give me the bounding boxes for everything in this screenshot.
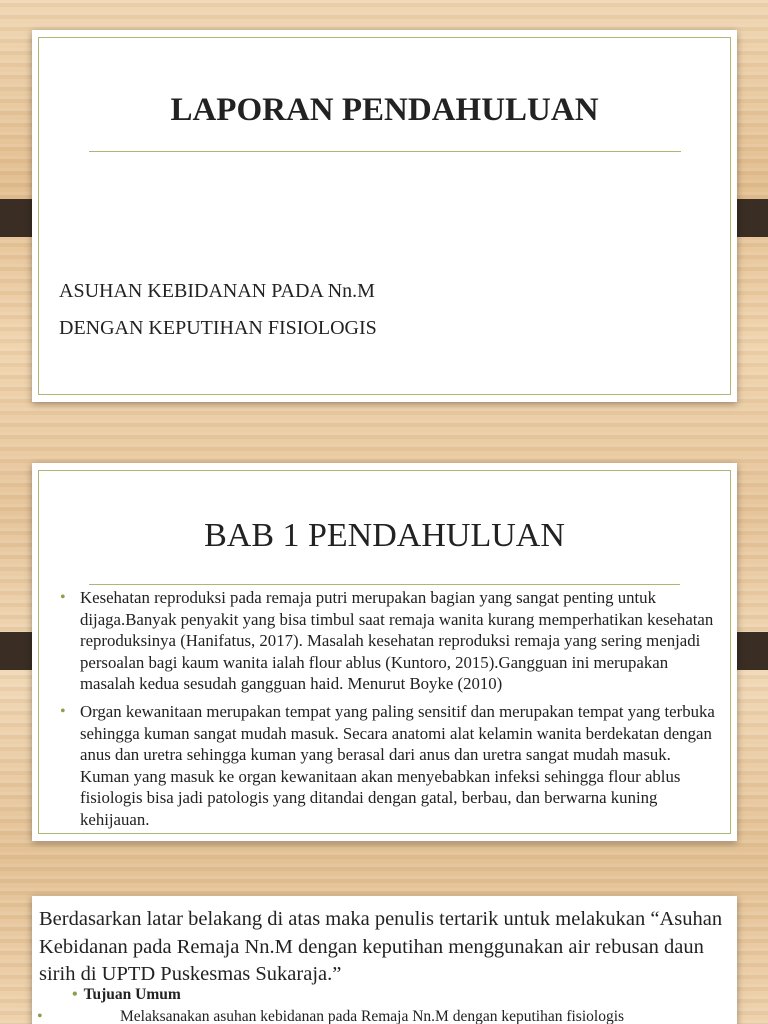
slide1-subtitle-line2: DENGAN KEPUTIHAN FISIOLOGIS: [59, 317, 377, 339]
sub-bullet-tujuan-umum: [72, 986, 181, 1004]
bullet-item: [60, 587, 720, 695]
bullet-text: Kesehatan reproduksi pada remaja putri merupakan bagian yang sangat penting untuk dijaga.Banyak penyakit yang bisa timbul saat remaja wanita kurang memperhatikan kesehatan reproduksinya (Hanifatus, 2017). Masalah kesehatan reproduksi remaja yang sering menjadi persoalan bagi kaum wanita ialah flour ablus (Kuntoro, 2015).Gangguan ini merupakan masalah kedua sesudah gangguan haid. Menurut Boyke (2010): [80, 588, 714, 694]
bullet-item: [60, 701, 720, 831]
bullet-dot-icon: •: [60, 702, 66, 720]
sub-bullet-label: Tujuan Umum: [83, 986, 181, 1003]
slide-tujuan[interactable]: [32, 896, 737, 1024]
slide-bab1[interactable]: [32, 463, 737, 841]
title-divider: [89, 151, 681, 152]
slide-frame: [38, 37, 731, 395]
slide-title[interactable]: [32, 30, 737, 402]
slide2-title: BAB 1 PENDAHULUAN: [204, 517, 565, 554]
bullet-list: [60, 587, 720, 837]
bullet-dot-icon: •: [37, 1008, 43, 1024]
title-divider: [89, 584, 680, 585]
bullet-dot-icon: •: [72, 986, 78, 1003]
bullet-dot-icon: •: [60, 589, 66, 606]
slide1-subtitle-line1: ASUHAN KEBIDANAN PADA Nn.M: [59, 280, 375, 302]
slide3-intro: Berdasarkan latar belakang di atas maka penulis tertarik untuk melakukan “Asuhan Kebidanan pada Remaja Nn.M dengan keputihan menggunakan air rebusan daun sirih di UPTD Puskesmas Sukaraja.”: [39, 908, 723, 985]
slide1-title: LAPORAN PENDAHULUAN: [170, 92, 599, 128]
bullet-text: Organ kewanitaan merupakan tempat yang paling sensitif dan merupakan tempat yang terbuka sehingga kuman sangat mudah masuk. Secara anatomi alat kelamin wanita berdekatan dengan anus dan uretra sehingga kuman yang berasal dari anus dan uretra sangat mudah masuk. Kuman yang masuk ke organ kewanitaan akan menyebabkan infeksi sehingga flour ablus fisiologis bisa jadi patologis yang ditandai dengan gatal, berbau, dan berwarna kuning kehijauan.: [80, 701, 715, 829]
partial-text: Melaksanakan asuhan kebidanan pada Remaja Nn.M dengan keputihan fisiologis: [120, 1008, 625, 1024]
